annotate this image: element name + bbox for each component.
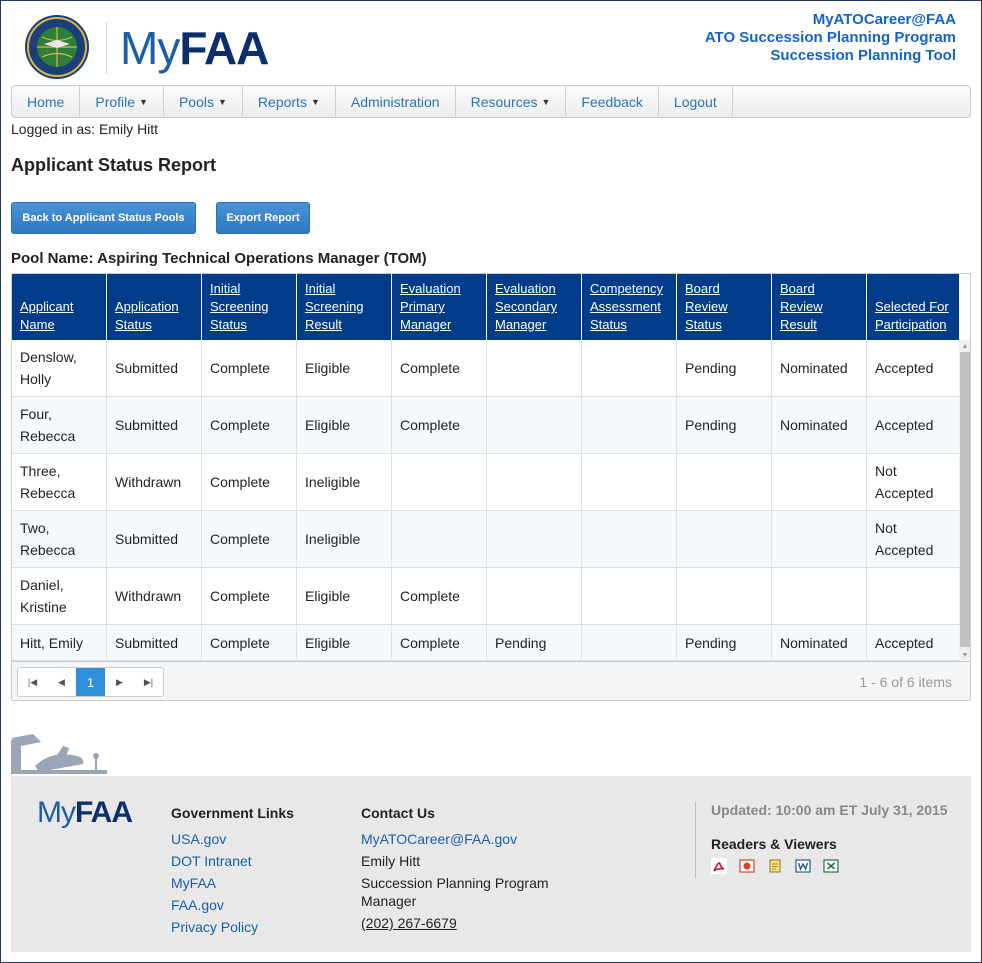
- excel-viewer-icon[interactable]: [823, 858, 839, 874]
- last-page-icon[interactable]: ▶|: [143, 676, 154, 687]
- column-header-selected-for-participation[interactable]: Selected For Participation: [875, 299, 949, 332]
- column-header-competency-assessment-status[interactable]: Competency Assessment Status: [582, 274, 677, 340]
- column-header-application-status[interactable]: Application Status: [107, 274, 202, 340]
- link-myfaa[interactable]: MyFAA: [171, 875, 217, 891]
- cell-board-review-status: Pending: [677, 625, 772, 660]
- cell-applicant-name: Daniel, Kristine: [12, 568, 107, 624]
- page-button-current[interactable]: 1: [76, 668, 105, 696]
- grid-header: [12, 274, 959, 340]
- column-header-board-review-status[interactable]: Board Review Status: [677, 274, 772, 340]
- export-report-button[interactable]: Export Report: [216, 202, 310, 234]
- nav-profile[interactable]: Profile ▼: [80, 86, 164, 117]
- cell-selected-for-participation: Not Accepted: [875, 463, 934, 501]
- header-line-program: ATO Succession Planning Program: [704, 29, 956, 46]
- cell-initial-screening-result: Eligible: [297, 397, 392, 453]
- table-row[interactable]: [12, 511, 959, 568]
- cell-evaluation-primary-manager: Complete: [392, 340, 487, 396]
- link-dot-intranet[interactable]: DOT Intranet: [171, 853, 252, 869]
- cell-evaluation-secondary-manager: [487, 340, 582, 396]
- cell-board-review-status: [677, 511, 772, 567]
- logo-divider: [106, 22, 107, 74]
- cell-selected-for-participation: Not Accepted: [875, 520, 934, 558]
- cell-board-review-result: [772, 511, 867, 567]
- cell-evaluation-primary-manager: [392, 511, 487, 567]
- cell-competency-assessment-status: [582, 454, 677, 510]
- cell-applicant-name: Four, Rebecca: [12, 397, 107, 453]
- link-usa-gov[interactable]: USA.gov: [171, 831, 227, 847]
- cell-board-review-status: Pending: [677, 340, 772, 396]
- cell-competency-assessment-status: [582, 568, 677, 624]
- cell-initial-screening-result: Eligible: [297, 625, 392, 660]
- cell-selected-for-participation: Accepted: [875, 360, 934, 376]
- footer-myfaa-logo[interactable]: MyFAA: [37, 796, 132, 829]
- scroll-up-icon[interactable]: ▲: [961, 342, 969, 350]
- column-header-evaluation-primary-manager[interactable]: Evaluation Primary Manager: [392, 274, 487, 340]
- cell-evaluation-secondary-manager: [487, 397, 582, 453]
- header-line-tool: Succession Planning Tool: [770, 47, 956, 64]
- cell-evaluation-primary-manager: Complete: [392, 625, 487, 660]
- cell-selected-for-participation: Accepted: [875, 417, 934, 433]
- footer-info: [711, 802, 948, 874]
- caret-down-icon: ▼: [139, 96, 148, 107]
- cell-board-review-status: Pending: [677, 397, 772, 453]
- cell-initial-screening-status: Complete: [202, 625, 297, 660]
- updated-timestamp: Updated: 10:00 am ET July 31, 2015: [711, 802, 948, 818]
- applicant-status-grid: [11, 273, 971, 701]
- cell-applicant-name: Three, Rebecca: [12, 454, 107, 510]
- cell-competency-assessment-status: [582, 511, 677, 567]
- grid-pager: [12, 661, 970, 701]
- cell-board-review-status: [677, 568, 772, 624]
- cell-application-status: Withdrawn: [107, 568, 202, 624]
- cell-evaluation-primary-manager: [392, 454, 487, 510]
- cell-evaluation-secondary-manager: [487, 454, 582, 510]
- contact-name: Emily Hitt: [361, 853, 421, 869]
- nav-logout[interactable]: Logout: [659, 86, 733, 117]
- page-title: Applicant Status Report: [11, 155, 217, 175]
- column-header-initial-screening-result[interactable]: Initial Screening Result: [297, 274, 392, 340]
- pdf-reader-icon[interactable]: [711, 858, 727, 874]
- cell-initial-screening-result: Ineligible: [297, 511, 392, 567]
- government-links: [171, 802, 294, 938]
- nav-feedback[interactable]: Feedback: [566, 86, 658, 117]
- grid-body: [12, 340, 959, 661]
- table-row[interactable]: [12, 625, 959, 661]
- nav-home[interactable]: Home: [12, 86, 80, 117]
- cell-initial-screening-result: Ineligible: [297, 454, 392, 510]
- contact-us: [361, 802, 571, 934]
- scroll-down-icon[interactable]: ▼: [961, 651, 969, 659]
- pager-buttons: [17, 667, 164, 697]
- next-page-icon[interactable]: ▶: [116, 676, 123, 687]
- link-privacy-policy[interactable]: Privacy Policy: [171, 919, 259, 935]
- contact-phone[interactable]: (202) 267-6679: [361, 915, 457, 931]
- cell-application-status: Withdrawn: [107, 454, 202, 510]
- site-footer: [11, 776, 971, 952]
- site-header: [0, 0, 982, 84]
- readers-viewers-title: Readers & Viewers: [711, 836, 837, 852]
- cell-board-review-result: Nominated: [772, 625, 867, 660]
- cell-board-review-result: Nominated: [772, 340, 867, 396]
- cell-applicant-name: Hitt, Emily: [12, 625, 107, 660]
- powerpoint-viewer-icon[interactable]: [739, 858, 755, 874]
- cell-application-status: Submitted: [107, 511, 202, 567]
- cell-evaluation-secondary-manager: Pending: [487, 625, 582, 660]
- word-viewer-icon[interactable]: [795, 858, 811, 874]
- cell-evaluation-primary-manager: Complete: [392, 568, 487, 624]
- government-links-title: Government Links: [171, 805, 294, 821]
- cell-application-status: Submitted: [107, 340, 202, 396]
- cell-board-review-result: [772, 454, 867, 510]
- caret-down-icon: ▼: [218, 96, 227, 107]
- cell-initial-screening-status: Complete: [202, 568, 297, 624]
- nav-administration[interactable]: Administration: [336, 86, 456, 117]
- pool-name: Pool Name: Aspiring Technical Operations Manager (TOM): [11, 250, 427, 267]
- cell-initial-screening-result: Eligible: [297, 568, 392, 624]
- cell-applicant-name: Denslow, Holly: [12, 340, 107, 396]
- table-row[interactable]: [12, 340, 959, 397]
- caret-down-icon: ▼: [310, 96, 320, 107]
- column-header-initial-screening-status[interactable]: Initial Screening Status: [202, 274, 297, 340]
- cell-board-review-status: [677, 454, 772, 510]
- table-row[interactable]: [12, 454, 959, 511]
- main-nav: [11, 85, 971, 118]
- grid-scrollbar[interactable]: [959, 340, 971, 661]
- nav-resources[interactable]: Resources ▼: [456, 86, 567, 117]
- cell-initial-screening-result: Eligible: [297, 340, 392, 396]
- cell-selected-for-participation: Accepted: [875, 634, 934, 651]
- cell-applicant-name: Two, Rebecca: [12, 511, 107, 567]
- header-line-career[interactable]: MyATOCareer@FAA: [812, 11, 956, 28]
- table-row[interactable]: [12, 568, 959, 625]
- prev-page-icon[interactable]: ◀: [58, 676, 65, 687]
- airport-silhouette-icon: [11, 732, 107, 774]
- cell-evaluation-primary-manager: Complete: [392, 397, 487, 453]
- logged-in-text: Logged in as: Emily Hitt: [11, 121, 159, 137]
- cell-selected-for-participation: [867, 568, 959, 624]
- myfaa-logo[interactable]: MyFAA: [120, 22, 269, 74]
- contact-role: Succession Planning Program Manager: [361, 875, 549, 909]
- column-header-board-review-result[interactable]: Board Review Result: [772, 274, 867, 340]
- cell-evaluation-secondary-manager: [487, 568, 582, 624]
- link-faa-gov[interactable]: FAA.gov: [171, 897, 224, 913]
- cell-evaluation-secondary-manager: [487, 511, 582, 567]
- scroll-thumb[interactable]: [960, 352, 970, 647]
- cell-competency-assessment-status: [582, 340, 677, 396]
- cell-board-review-result: [772, 568, 867, 624]
- header-program-title: [705, 11, 956, 65]
- cell-initial-screening-status: Complete: [202, 511, 297, 567]
- contact-email-link[interactable]: MyATOCareer@FAA.gov: [361, 831, 518, 847]
- notepad-icon[interactable]: [767, 858, 783, 874]
- viewer-icons: [711, 858, 948, 874]
- contact-us-title: Contact Us: [361, 805, 435, 821]
- nav-pools[interactable]: Pools ▼: [164, 86, 243, 117]
- cell-initial-screening-status: Complete: [202, 340, 297, 396]
- pager-info: 1 - 6 of 6 items: [859, 674, 952, 690]
- back-to-pools-button[interactable]: Back to Applicant Status Pools: [11, 202, 196, 234]
- footer-divider: [695, 802, 696, 878]
- caret-down-icon: ▼: [541, 96, 551, 107]
- cell-initial-screening-status: Complete: [202, 397, 297, 453]
- faa-seal-icon: [24, 14, 90, 80]
- column-header-evaluation-secondary-manager[interactable]: Evaluation Secondary Manager: [487, 274, 582, 340]
- cell-board-review-result: Nominated: [772, 397, 867, 453]
- cell-competency-assessment-status: [582, 625, 677, 660]
- cell-application-status: Submitted: [107, 625, 202, 660]
- table-row[interactable]: [12, 397, 959, 454]
- cell-initial-screening-status: Complete: [202, 454, 297, 510]
- column-header-applicant-name[interactable]: Applicant Name: [12, 274, 107, 340]
- cell-application-status: Submitted: [107, 397, 202, 453]
- nav-reports[interactable]: Reports ▼: [243, 86, 336, 117]
- first-page-icon[interactable]: |◀: [27, 676, 38, 687]
- cell-competency-assessment-status: [582, 397, 677, 453]
